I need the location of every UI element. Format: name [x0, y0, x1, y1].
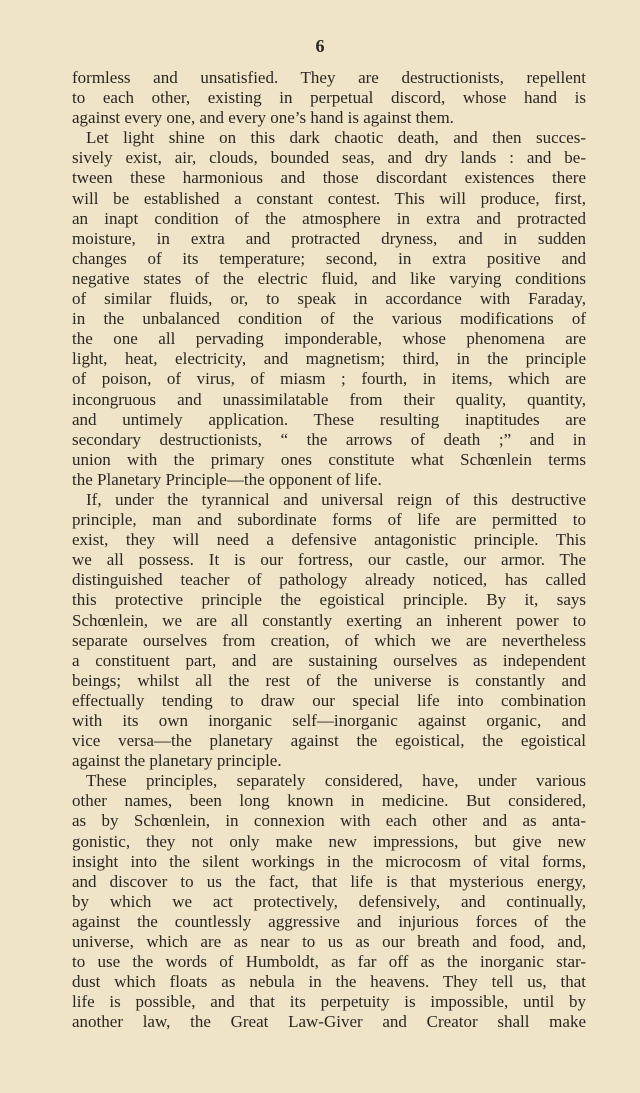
page-number: 6	[315, 36, 325, 56]
text-line: and untimely application. These resulting inaptitudes are	[72, 409, 586, 429]
text-line: insight into the silent workings in the microcosm of vital forms,	[72, 851, 586, 871]
text-line: formless and unsatisfied. They are destructionists, repellent	[72, 68, 586, 87]
text-line: against the planetary principle.	[72, 751, 282, 771]
text-line: the Planetary Principle—the opponent of life.	[72, 469, 382, 489]
text-line: changes of its temperature; second, in extra positive and	[72, 248, 586, 268]
text-line: Let light shine on this dark chaotic death, and then succes-	[86, 128, 586, 148]
text-line: we all possess. It is our fortress, our castle, our armor. The	[72, 550, 586, 570]
text-line: Schœnlein, we are all constantly exerting an inherent power to	[72, 610, 586, 630]
text-line: gonistic, they not only make new impressions, but give new	[72, 831, 586, 851]
text-line: principle, man and subordinate forms of life are permitted to	[72, 510, 586, 530]
text-line: other names, been long known in medicine. But considered,	[72, 791, 586, 811]
text-line: a constituent part, and are sustaining ourselves as independent	[72, 650, 586, 670]
text-line: universe, which are as near to us as our breath and food, and,	[72, 932, 586, 952]
text-line: life is possible, and that its perpetuity is impossible, until by	[72, 992, 586, 1012]
text-line: moisture, in extra and protracted dryness, and in sudden	[72, 228, 586, 248]
text-line: exist, they will need a defensive antagonistic principle. This	[72, 530, 586, 550]
text-line: dust which floats as nebula in the heavens. They tell us, that	[72, 972, 586, 992]
text-line: against every one, and every one’s hand is against them.	[72, 108, 454, 128]
text-line: as by Schœnlein, in connexion with each other and as anta-	[72, 811, 586, 831]
text-line: of similar fluids, or, to speak in accordance with Faraday,	[72, 289, 586, 309]
text-line: These principles, separately considered, have, under various	[86, 771, 586, 791]
text-line: another law, the Great Law-Giver and Creator shall make	[72, 1012, 586, 1032]
text-line: secondary destructionists, “ the arrows of death ;” and in	[72, 429, 586, 449]
text-line: by which we act protectively, defensively, and continually,	[72, 891, 586, 911]
text-line: separate ourselves from creation, of which we are nevertheless	[72, 630, 586, 650]
text-line: negative states of the electric fluid, and like varying conditions	[72, 268, 586, 288]
text-line: to use the words of Humboldt, as far off as the inorganic star-	[72, 952, 586, 972]
text-line: effectually tending to draw our special life into combination	[72, 690, 586, 710]
text-line: an inapt condition of the atmosphere in extra and protracted	[72, 208, 586, 228]
text-line: against the countlessly aggressive and injurious forces of the	[72, 911, 586, 931]
text-line: in the unbalanced condition of the various modifications of	[72, 309, 586, 329]
text-line: and discover to us the fact, that life is that mysterious energy,	[72, 871, 586, 891]
text-line: union with the primary ones constitute what Schœnlein terms	[72, 449, 586, 469]
text-line: will be established a constant contest. This will produce, first,	[72, 188, 586, 208]
text-line: light, heat, electricity, and magnetism; third, in the principle	[72, 349, 586, 369]
body-text	[72, 68, 586, 1033]
text-line: vice versa—the planetary against the egoistical, the egoistical	[72, 731, 586, 751]
text-line: tween these harmonious and those discordant existences there	[72, 168, 586, 188]
text-line: the one all pervading imponderable, whose phenomena are	[72, 329, 586, 349]
text-line: this protective principle the egoistical principle. By it, says	[72, 590, 586, 610]
text-line: sively exist, air, clouds, bounded seas, and dry lands : and be-	[72, 148, 586, 168]
text-line: beings; whilst all the rest of the universe is constantly and	[72, 670, 586, 690]
text-line: distinguished teacher of pathology already noticed, has called	[72, 570, 586, 590]
text-line: of poison, of virus, of miasm ; fourth, in items, which are	[72, 369, 586, 389]
text-line: If, under the tyrannical and universal reign of this destructive	[86, 489, 586, 509]
text-line: with its own inorganic self—inorganic against organic, and	[72, 711, 586, 730]
text-line: to each other, existing in perpetual discord, whose hand is	[72, 88, 586, 108]
text-line: incongruous and unassimilatable from their quality, quantity,	[72, 389, 586, 409]
